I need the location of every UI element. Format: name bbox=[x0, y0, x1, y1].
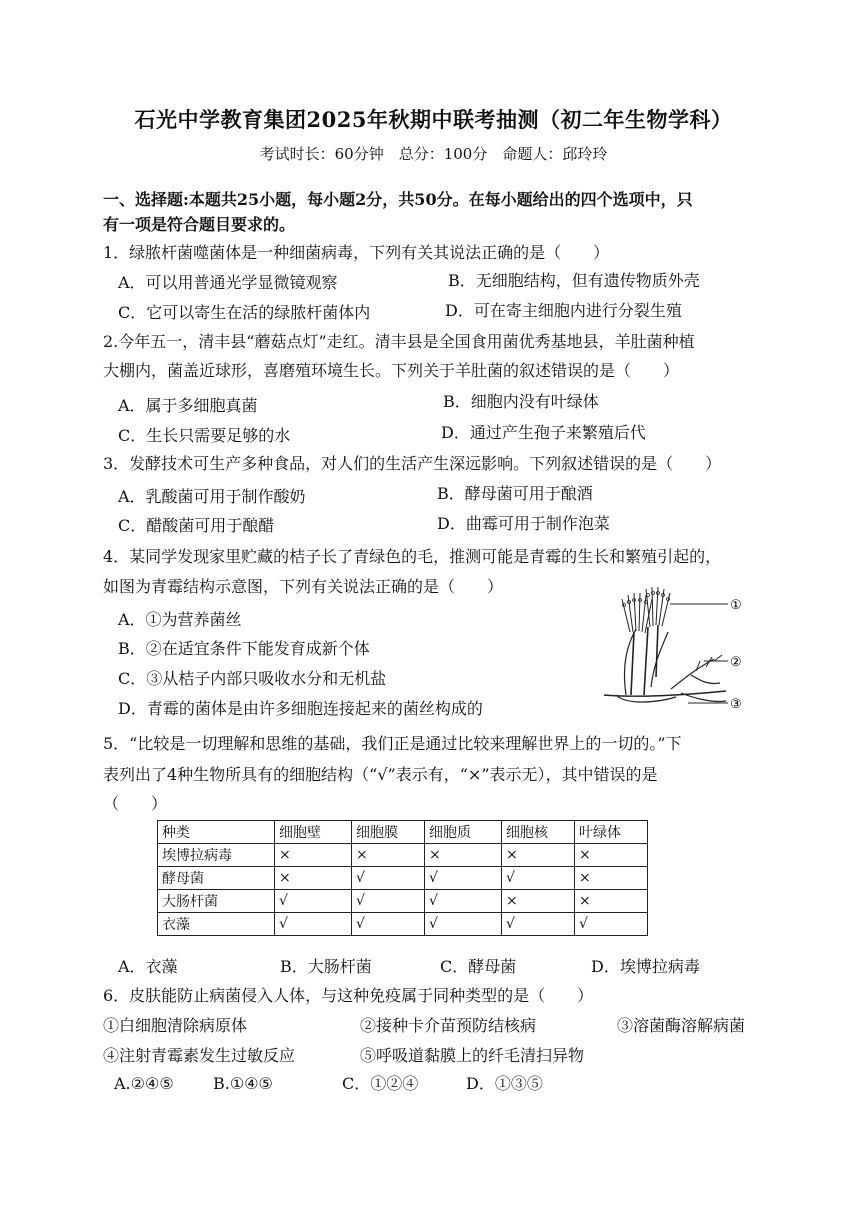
q5-option-c: C．酵母菌 bbox=[440, 957, 517, 976]
q4-option-b: B．②在适宜条件下能发育成新个体 bbox=[118, 639, 370, 658]
table-header-row bbox=[158, 821, 648, 844]
q3-stem: 3．发酵技术可生产多种食品，对人们的生活产生深远影响。下列叙述错误的是（ ） bbox=[103, 454, 722, 473]
table-cell: √ bbox=[352, 913, 425, 936]
fig-label-1: ① bbox=[730, 598, 742, 613]
q2-option-d: D．通过产生孢子来繁殖后代 bbox=[441, 423, 646, 442]
table-cell: 大肠杆菌 bbox=[158, 890, 275, 913]
table-header-cell: 叶绿体 bbox=[575, 821, 648, 844]
table-cell: √ bbox=[275, 890, 352, 913]
q1-option-d: D．可在寄主细胞内进行分裂生殖 bbox=[445, 301, 682, 320]
q2-option-b: B．细胞内没有叶绿体 bbox=[443, 392, 599, 411]
q6-item-3: ③溶菌酶溶解病菌 bbox=[617, 1016, 746, 1035]
table-cell: √ bbox=[575, 913, 648, 936]
q4-option-c: C．③从桔子内部只吸收水分和无机盐 bbox=[118, 669, 387, 688]
table-row bbox=[158, 867, 648, 890]
table-cell: √ bbox=[502, 867, 575, 890]
table-cell: × bbox=[575, 867, 648, 890]
q3-option-c: C．醋酸菌可用于酿醋 bbox=[118, 516, 275, 535]
q6-option-b: B.①④⑤ bbox=[213, 1074, 273, 1093]
table-cell: √ bbox=[275, 913, 352, 936]
table-cell: × bbox=[502, 890, 575, 913]
table-header-cell: 细胞质 bbox=[425, 821, 502, 844]
table-cell: √ bbox=[425, 867, 502, 890]
q6-item-5: ⑤呼吸道黏膜上的纤毛清扫异物 bbox=[360, 1046, 585, 1065]
table-header-cell: 细胞壁 bbox=[275, 821, 352, 844]
table-row bbox=[158, 890, 648, 913]
cell-structure-table bbox=[157, 820, 648, 936]
q4-stem-line2: 如图为青霉结构示意图，下列有关说法正确的是（ ） bbox=[103, 577, 504, 596]
table-cell: × bbox=[575, 844, 648, 867]
q6-option-c: C．①②④ bbox=[342, 1074, 419, 1093]
q5-option-b: B．大肠杆菌 bbox=[280, 957, 372, 976]
q4-stem-line1: 4．某同学发现家里贮藏的桔子长了青绿色的毛，推测可能是青霉的生长和繁殖引起的， bbox=[103, 547, 722, 566]
q1-option-c: C．它可以寄生在活的绿脓杆菌体内 bbox=[118, 303, 371, 322]
q3-option-a: A．乳酸菌可用于制作酸奶 bbox=[118, 487, 306, 506]
q4-option-a: A．①为营养菌丝 bbox=[118, 610, 242, 629]
q6-option-d: D．①③⑤ bbox=[466, 1074, 543, 1093]
table-row bbox=[158, 913, 648, 936]
section-heading-line2: 有一项是符合题目要求的。 bbox=[103, 215, 296, 234]
q3-option-b: B．酵母菌可用于酿酒 bbox=[437, 484, 593, 503]
table-header-cell: 细胞核 bbox=[502, 821, 575, 844]
table-cell: √ bbox=[352, 890, 425, 913]
exam-title: 石光中学教育集团2025年秋期中联考抽测（初二年生物学科） bbox=[134, 107, 733, 132]
q5-stem-line1: 5．“比较是一切理解和思维的基础，我们正是通过比较来理解世界上的一切的。”下 bbox=[103, 734, 682, 753]
q6-option-a: A.②④⑤ bbox=[114, 1074, 174, 1093]
q6-item-4: ④注射青霉素发生过敏反应 bbox=[103, 1046, 296, 1065]
q5-option-a: A．衣藻 bbox=[118, 957, 178, 976]
q1-option-a: A．可以用普通光学显微镜观察 bbox=[118, 273, 338, 292]
table-cell: × bbox=[352, 844, 425, 867]
table-cell: 埃博拉病毒 bbox=[158, 844, 275, 867]
table-cell: √ bbox=[352, 867, 425, 890]
q2-option-a: A．属于多细胞真菌 bbox=[118, 396, 258, 415]
section-heading-line1: 一、选择题:本题共25小题，每小题2分，共50分。在每小题给出的四个选项中，只 bbox=[103, 190, 693, 209]
q6-item-1: ①白细胞清除病原体 bbox=[103, 1016, 248, 1035]
table-cell: √ bbox=[425, 913, 502, 936]
q1-option-b: B．无细胞结构，但有遗传物质外壳 bbox=[448, 271, 700, 290]
table-cell: × bbox=[275, 867, 352, 890]
q6-item-2: ②接种卡介苗预防结核病 bbox=[360, 1016, 537, 1035]
table-cell: × bbox=[425, 844, 502, 867]
table-header-cell: 细胞膜 bbox=[352, 821, 425, 844]
q5-stem-line2: 表列出了4种生物所具有的细胞结构（“√”表示有，“×”表示无），其中错误的是 bbox=[103, 765, 658, 784]
q3-option-d: D．曲霉可用于制作泡菜 bbox=[437, 514, 610, 533]
penicillium-structure-diagram bbox=[596, 577, 756, 712]
table-cell: × bbox=[275, 844, 352, 867]
q6-stem: 6．皮肤能防止病菌侵入人体，与这种免疫属于同种类型的是（ ） bbox=[103, 986, 594, 1005]
q4-option-d: D．青霉的菌体是由许多细胞连接起来的菌丝构成的 bbox=[118, 699, 483, 718]
fig-label-3: ③ bbox=[730, 697, 742, 712]
fig-label-2: ② bbox=[730, 655, 742, 670]
table-cell: × bbox=[575, 890, 648, 913]
q2-option-c: C．生长只需要足够的水 bbox=[118, 426, 291, 445]
table-row bbox=[158, 844, 648, 867]
q5-stem-line3: （ ） bbox=[103, 794, 168, 813]
q2-stem-line2: 大棚内，菌盖近球形，喜磨殖环境生长。下列关于羊肚菌的叙述错误的是（ ） bbox=[103, 361, 680, 380]
table-cell: √ bbox=[502, 913, 575, 936]
table-cell: × bbox=[502, 844, 575, 867]
table-cell: 衣藻 bbox=[158, 913, 275, 936]
table-cell: √ bbox=[425, 890, 502, 913]
table-cell: 酵母菌 bbox=[158, 867, 275, 890]
exam-meta: 考试时长：60分钟 总分：100分 命题人：邱玲玲 bbox=[259, 145, 608, 163]
q5-option-d: D．埃博拉病毒 bbox=[591, 957, 700, 976]
q2-stem-line1: 2.今年五一，清丰县“蘑菇点灯”走红。清丰县是全国食用菌优秀基地县，羊肚菌种植 bbox=[103, 332, 695, 351]
q1-stem: 1．绿脓杆菌噬菌体是一种细菌病毒，下列有关其说法正确的是（ ） bbox=[103, 243, 610, 262]
table-header-cell: 种类 bbox=[158, 821, 275, 844]
